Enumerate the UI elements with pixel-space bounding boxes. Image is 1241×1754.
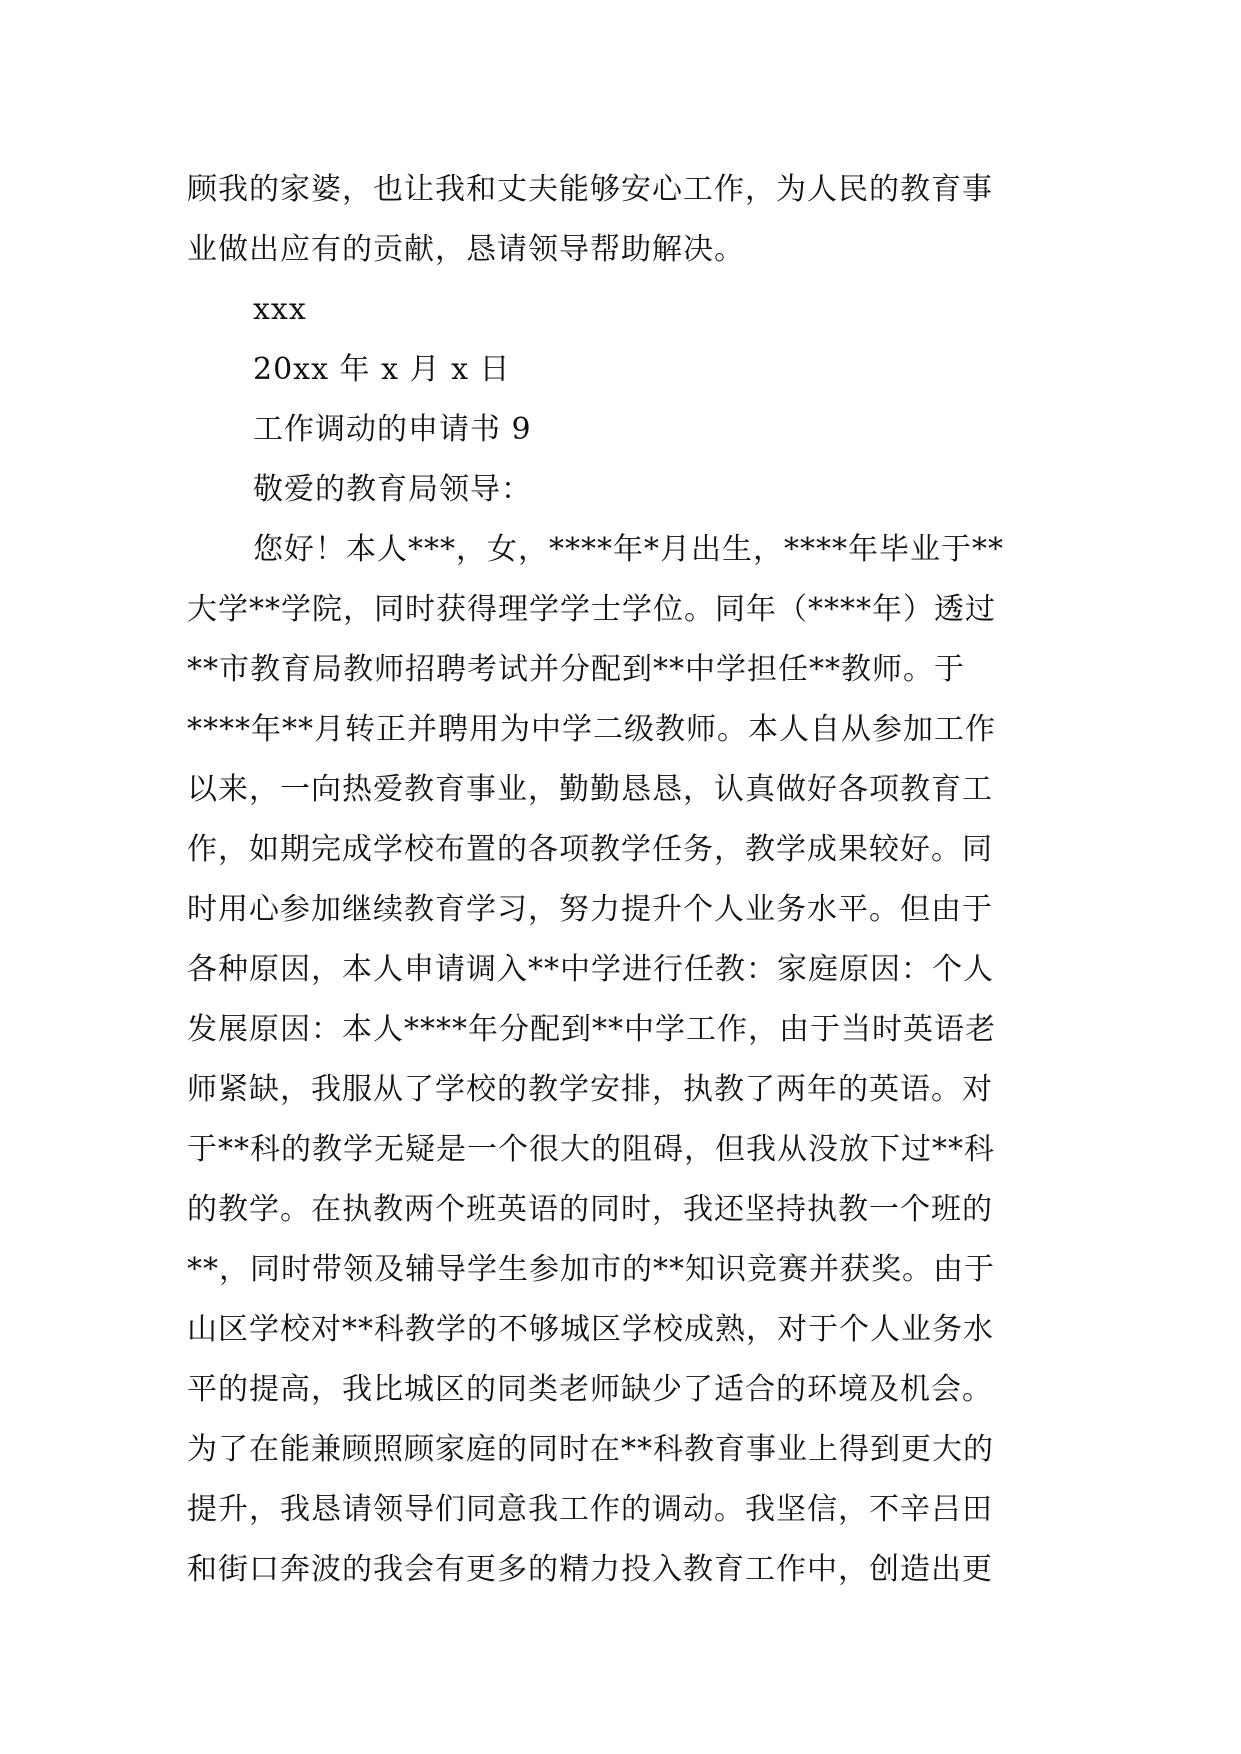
paragraph-line-10: 师紧缺，我服从了学校的教学安排，执教了两年的英语。对: [187, 1072, 993, 1107]
paragraph-line-8: 各种原因，本人申请调入**中学进行任教：家庭原因：个人: [187, 952, 994, 987]
paragraph-line-5: 以来，一向热爱教育事业，勤勤恳恳，认真做好各项教育工: [187, 772, 993, 807]
paragraph-line-16: 为了在能兼顾照顾家庭的同时在**科教育事业上得到更大的: [187, 1432, 994, 1467]
paragraph-line-12: 的教学。在执教两个班英语的同时，我还坚持执教一个班的: [187, 1192, 993, 1227]
section-title: 工作调动的申请书 9: [253, 412, 532, 447]
paragraph-line-3: **市教育局教师招聘考试并分配到**中学担任**教师。于: [187, 652, 965, 687]
document-text: [187, 160, 1047, 1600]
signature-date: 20xx 年 x 月 x 日: [253, 352, 511, 387]
paragraph-line-6: 作，如期完成学校布置的各项教学任务，教学成果较好。同: [187, 832, 993, 867]
paragraph-line-7: 时用心参加继续教育学习，努力提升个人业务水平。但由于: [187, 892, 993, 927]
text-line-2: 业做出应有的贡献，恳请领导帮助解决。: [187, 232, 745, 267]
paragraph-line-18: 和街口奔波的我会有更多的精力投入教育工作中，创造出更: [187, 1552, 993, 1587]
salutation: 敬爱的教育局领导：: [253, 472, 532, 507]
signature-name: xxx: [253, 292, 307, 327]
paragraph-line-11: 于**科的教学无疑是一个很大的阻碍，但我从没放下过**科: [187, 1132, 995, 1167]
paragraph-line-14: 山区学校对**科教学的不够城区学校成熟，对于个人业务水: [187, 1312, 994, 1347]
paragraph-line-15: 平的提高，我比城区的同类老师缺少了适合的环境及机会。: [187, 1372, 993, 1407]
paragraph-line-9: 发展原因：本人****年分配到**中学工作，由于当时英语老: [187, 1012, 996, 1047]
paragraph-line-2: 大学**学院，同时获得理学学士学位。同年（****年）透过: [187, 592, 996, 627]
paragraph-line-17: 提升，我恳请领导们同意我工作的调动。我坚信，不辛吕田: [187, 1492, 993, 1527]
paragraph-line-4: ****年**月转正并聘用为中学二级教师。本人自从参加工作: [187, 712, 996, 747]
paragraph-line-1: 您好！本人***，女，****年*月出生，****年毕业于**: [253, 532, 1004, 567]
text-line-1: 顾我的家婆，也让我和丈夫能够安心工作，为人民的教育事: [187, 172, 993, 207]
paragraph-line-13: **，同时带领及辅导学生参加市的**知识竞赛并获奖。由于: [187, 1252, 995, 1287]
